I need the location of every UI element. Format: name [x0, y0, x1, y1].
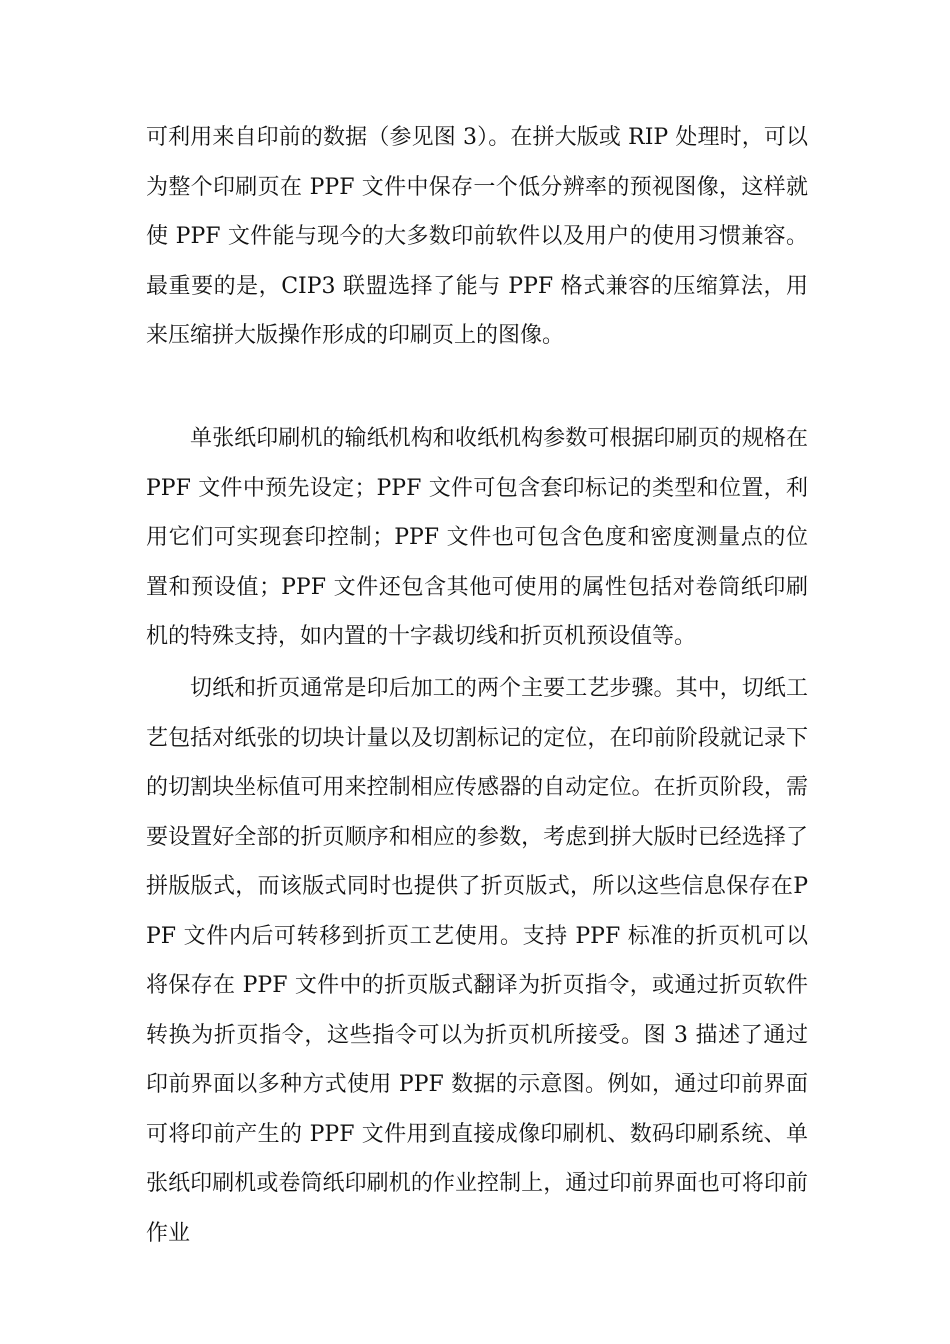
paragraph-continuation: 可利用来自印前的数据（参见图 3）。在拼大版或 RIP 处理时，可以为整个印刷页在 PPF 文件中保存一个低分辨率的预视图像，这样就使 PPF 文件能与现今的大多数印前软件以及用户的使用习惯兼容。最重要的是，CIP3 联盟选择了能与 PPF 格式兼容的压缩算法，用来压缩拼大版操作形成的印刷页上的图像。 [146, 125, 808, 348]
paragraph-cutting-and-folding: 切纸和折页通常是印后加工的两个主要工艺步骤。其中，切纸工艺包括对纸张的切块计量以及切割标记的定位，在印前阶段就记录下的切割块坐标值可用来控制相应传感器的自动定位。在折页阶段，需要设置好全部的折页顺序和相应的参数，考虑到拼大版时已经选择了拼版版式，而该版式同时也提供了折页版式，所以这些信息保存在PPF 文件内后可转移到折页工艺使用。支持 PPF 标准的折页机可以将保存在 PPF 文件中的折页版式翻译为折页指令，或通过折页软件转换为折页指令，这些指令可以为折页机所接受。图 3 描述了通过印前界面以多种方式使用 PPF 数据的示意图。例如，通过印前界面可将印前产生的 PPF 文件用到直接成像印刷机、数码印刷系统、单张纸印刷机或卷筒纸印刷机的作业控制上，通过印前界面也可将印前作业 [146, 676, 808, 1246]
paragraph-sheetfed-press-settings: 单张纸印刷机的输纸机构和收纸机构参数可根据印刷页的规格在 PPF 文件中预先设定；PPF 文件可包含套印标记的类型和位置，利用它们可实现套印控制；PPF 文件也可包含色度和密度测量点的位置和预设值；PPF 文件还包含其他可使用的属性包括对卷筒纸印刷机的特殊支持，如内置的十字裁切线和折页机预设值等。 [146, 426, 808, 649]
